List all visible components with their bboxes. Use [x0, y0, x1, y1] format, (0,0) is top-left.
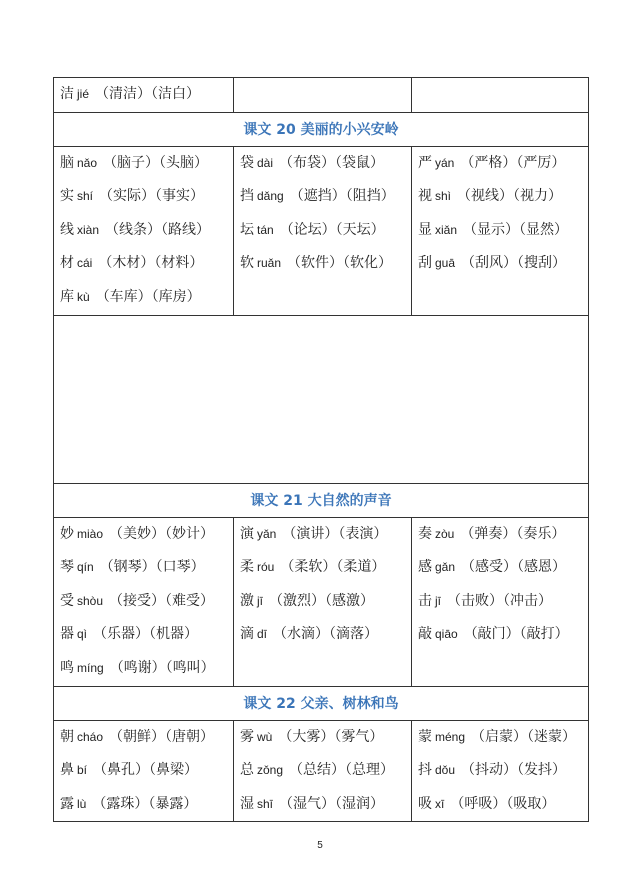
vocab-char: 器 [60, 626, 74, 643]
vocab-words: （乐器）（机器） [93, 626, 199, 643]
vocab-pinyin: qín [77, 560, 94, 575]
vocab-char: 滴 [240, 626, 254, 643]
vocab-words: （鸣谢）（鸣叫） [109, 659, 215, 676]
vocab-pinyin: nǎo [77, 155, 98, 170]
vocab-pinyin: dī [257, 627, 268, 642]
vocab-char: 妙 [60, 525, 74, 542]
vocab-pinyin: yǎn [257, 526, 277, 541]
vocab-words: （演讲）（表演） [282, 525, 388, 542]
vocab-pinyin: qì [77, 627, 88, 642]
vocab-entry [418, 180, 582, 214]
lesson-title: 课文 20 美丽的小兴安岭 [243, 122, 399, 139]
vocab-words: （鼻孔）（鼻梁） [93, 762, 199, 779]
vocab-words: （视线）（视力） [457, 188, 563, 205]
vocab-column [412, 721, 588, 822]
vocab-entry [418, 214, 582, 248]
vocab-entry [240, 147, 405, 181]
vocab-pinyin: ruǎn [257, 256, 282, 271]
vocab-entry [418, 721, 582, 755]
vocab-char: 露 [60, 795, 74, 812]
vocab-pinyin: xī [435, 796, 445, 811]
vocab-words: （露珠）（暴露） [92, 795, 198, 812]
vocab-char: 蒙 [418, 728, 432, 745]
vocab-char: 材 [60, 255, 74, 272]
vocab-pinyin: shí [77, 189, 94, 204]
vocab-entry [60, 788, 227, 822]
vocab-pinyin: wù [257, 729, 273, 744]
vocab-entry [418, 788, 582, 822]
vocab-pinyin: lù [77, 796, 87, 811]
vocab-char: 奏 [418, 525, 432, 542]
vocab-words: （总结）（总理） [289, 762, 395, 779]
vocab-entry [418, 518, 582, 552]
vocab-entry [60, 247, 227, 281]
vocab-char: 感 [418, 559, 432, 576]
table-cell [54, 78, 234, 112]
vocab-words: （感受）（感恩） [461, 559, 567, 576]
vocab-char: 挡 [240, 188, 254, 205]
vocab-char: 软 [240, 255, 254, 272]
vocab-entry [240, 754, 405, 788]
vocab-words: （遮挡）（阻挡） [289, 188, 395, 205]
table-row-lesson22 [53, 721, 589, 823]
vocab-char: 抖 [418, 762, 432, 779]
vocab-words: （布袋）（袋鼠） [279, 154, 385, 171]
vocab-column [234, 147, 412, 315]
vocab-pinyin: jié [77, 87, 90, 101]
vocab-pinyin: jī [257, 593, 263, 608]
vocab-pinyin: shī [257, 796, 274, 811]
lesson-title: 课文 22 父亲、树林和鸟 [243, 696, 399, 713]
vocab-entry [418, 754, 582, 788]
vocab-words: （清洁）（洁白） [95, 86, 201, 102]
vocab-words: （严格）（严厉） [460, 154, 566, 171]
vocab-words: （显示）（显然） [463, 221, 569, 238]
vocab-pinyin: tán [257, 222, 274, 237]
vocab-entry [60, 180, 227, 214]
table-row-top [53, 77, 589, 113]
vocab-words: （脑子）（头脑） [103, 154, 209, 171]
vocab-char: 刮 [418, 255, 432, 272]
vocab-words: （呼吸）（吸取） [450, 795, 556, 812]
vocab-entry [418, 247, 582, 281]
vocab-words: （钢琴）（口琴） [99, 559, 205, 576]
vocab-entry [240, 247, 405, 281]
vocab-char: 视 [418, 188, 432, 205]
vocab-words: （线条）（路线） [105, 221, 211, 238]
vocab-column [54, 721, 234, 822]
vocab-entry [60, 585, 227, 619]
vocab-char: 实 [60, 188, 74, 205]
vocab-char: 湿 [240, 795, 254, 812]
table-row-lesson21 [53, 518, 589, 687]
vocab-pinyin: xiǎn [435, 222, 458, 237]
vocab-entry [60, 214, 227, 248]
vocab-words: （木材）（材料） [98, 255, 204, 272]
vocab-entry [240, 585, 405, 619]
vocab-pinyin: dǎng [257, 189, 284, 204]
vocab-pinyin: zǒng [257, 763, 284, 778]
vocab-char: 激 [240, 592, 254, 609]
vocab-char: 洁 [60, 86, 74, 102]
vocab-char: 吸 [418, 795, 432, 812]
vocab-words: （车库）（库房） [95, 288, 201, 305]
vocab-char: 袋 [240, 154, 254, 171]
vocab-char: 雾 [240, 728, 254, 745]
vocab-char: 坛 [240, 221, 254, 238]
vocab-entry [418, 618, 582, 652]
vocab-column [412, 147, 588, 315]
vocab-entry [240, 551, 405, 585]
vocab-entry [60, 721, 227, 755]
vocab-words: （柔软）（柔道） [280, 559, 386, 576]
vocab-pinyin: xiàn [77, 222, 100, 237]
vocab-entry [240, 214, 405, 248]
vocab-char: 琴 [60, 559, 74, 576]
vocab-char: 鸣 [60, 659, 74, 676]
vocab-entry [240, 518, 405, 552]
vocab-column [54, 147, 234, 315]
vocab-char: 演 [240, 525, 254, 542]
vocab-pinyin: qiāo [435, 627, 458, 642]
vocab-char: 严 [418, 154, 432, 171]
vocab-char: 脑 [60, 154, 74, 171]
vocabulary-table [53, 77, 589, 822]
vocab-words: （湿气）（湿润） [279, 795, 385, 812]
vocab-words: （大雾）（雾气） [278, 728, 384, 745]
vocab-words: （美妙）（妙计） [109, 525, 215, 542]
vocab-column [234, 518, 412, 686]
vocab-words: （弹奏）（奏乐） [460, 525, 566, 542]
vocab-char: 线 [60, 221, 74, 238]
vocab-char: 总 [240, 762, 254, 779]
vocab-pinyin: shì [435, 189, 452, 204]
vocab-words: （刮风）（搜刮） [461, 255, 567, 272]
lesson-title-row [53, 484, 589, 518]
vocab-char: 库 [60, 288, 74, 305]
vocab-words: （接受）（难受） [109, 592, 215, 609]
vocab-char: 朝 [60, 728, 74, 745]
vocab-entry [418, 551, 582, 585]
vocab-entry [60, 618, 227, 652]
vocab-entry [60, 518, 227, 552]
vocab-words: （论坛）（天坛） [279, 221, 385, 238]
vocab-entry [240, 788, 405, 822]
vocab-pinyin: gǎn [435, 560, 456, 575]
vocab-pinyin: dài [257, 155, 274, 170]
vocab-entry [60, 78, 227, 112]
vocab-entry [60, 147, 227, 181]
vocab-entry [240, 180, 405, 214]
vocab-pinyin: cháo [77, 729, 104, 744]
vocab-words: （敲门）（敲打） [463, 626, 569, 643]
vocab-words: （实际）（事实） [99, 188, 205, 205]
blank-row [53, 316, 589, 484]
vocab-words: （启蒙）（迷蒙） [471, 728, 577, 745]
vocab-pinyin: guā [435, 256, 456, 271]
vocab-pinyin: shòu [77, 593, 104, 608]
vocab-pinyin: yán [435, 155, 455, 170]
vocab-char: 显 [418, 221, 432, 238]
vocab-pinyin: dǒu [435, 763, 456, 778]
table-row-lesson20 [53, 147, 589, 316]
vocab-words: （软件）（软化） [287, 255, 393, 272]
table-cell [234, 78, 412, 112]
page-number: 5 [317, 840, 323, 851]
vocab-pinyin: méng [435, 729, 466, 744]
vocab-pinyin: cái [77, 256, 93, 271]
vocab-pinyin: kù [77, 289, 90, 304]
vocab-pinyin: bí [77, 763, 88, 778]
lesson-title: 课文 21 大自然的声音 [250, 493, 392, 510]
vocab-pinyin: zòu [435, 526, 455, 541]
vocab-char: 受 [60, 592, 74, 609]
vocab-entry [60, 551, 227, 585]
vocab-entry [60, 754, 227, 788]
vocab-words: （朝鲜）（唐朝） [109, 728, 215, 745]
vocab-words: （击败）（冲击） [447, 592, 552, 609]
vocab-column [412, 518, 588, 686]
vocab-char: 鼻 [60, 762, 74, 779]
vocab-column [234, 721, 412, 822]
vocab-words: （激烈）（感激） [269, 592, 374, 609]
vocab-entry [60, 652, 227, 686]
vocab-words: （抖动）（发抖） [461, 762, 567, 779]
vocab-entry [418, 585, 582, 619]
vocab-pinyin: miào [77, 526, 104, 541]
vocab-entry [60, 281, 227, 315]
lesson-title-row [53, 113, 589, 147]
vocab-char: 敲 [418, 626, 432, 643]
vocab-entry [240, 618, 405, 652]
vocab-entry [418, 147, 582, 181]
vocab-char: 柔 [240, 559, 254, 576]
vocab-pinyin: jī [435, 593, 441, 608]
vocab-pinyin: róu [257, 560, 275, 575]
vocab-entry [240, 721, 405, 755]
vocab-words: （水滴）（滴落） [273, 626, 379, 643]
table-cell [412, 78, 588, 112]
lesson-title-row [53, 687, 589, 721]
vocab-char: 击 [418, 592, 432, 609]
vocab-pinyin: míng [77, 660, 104, 675]
vocab-column [54, 518, 234, 686]
